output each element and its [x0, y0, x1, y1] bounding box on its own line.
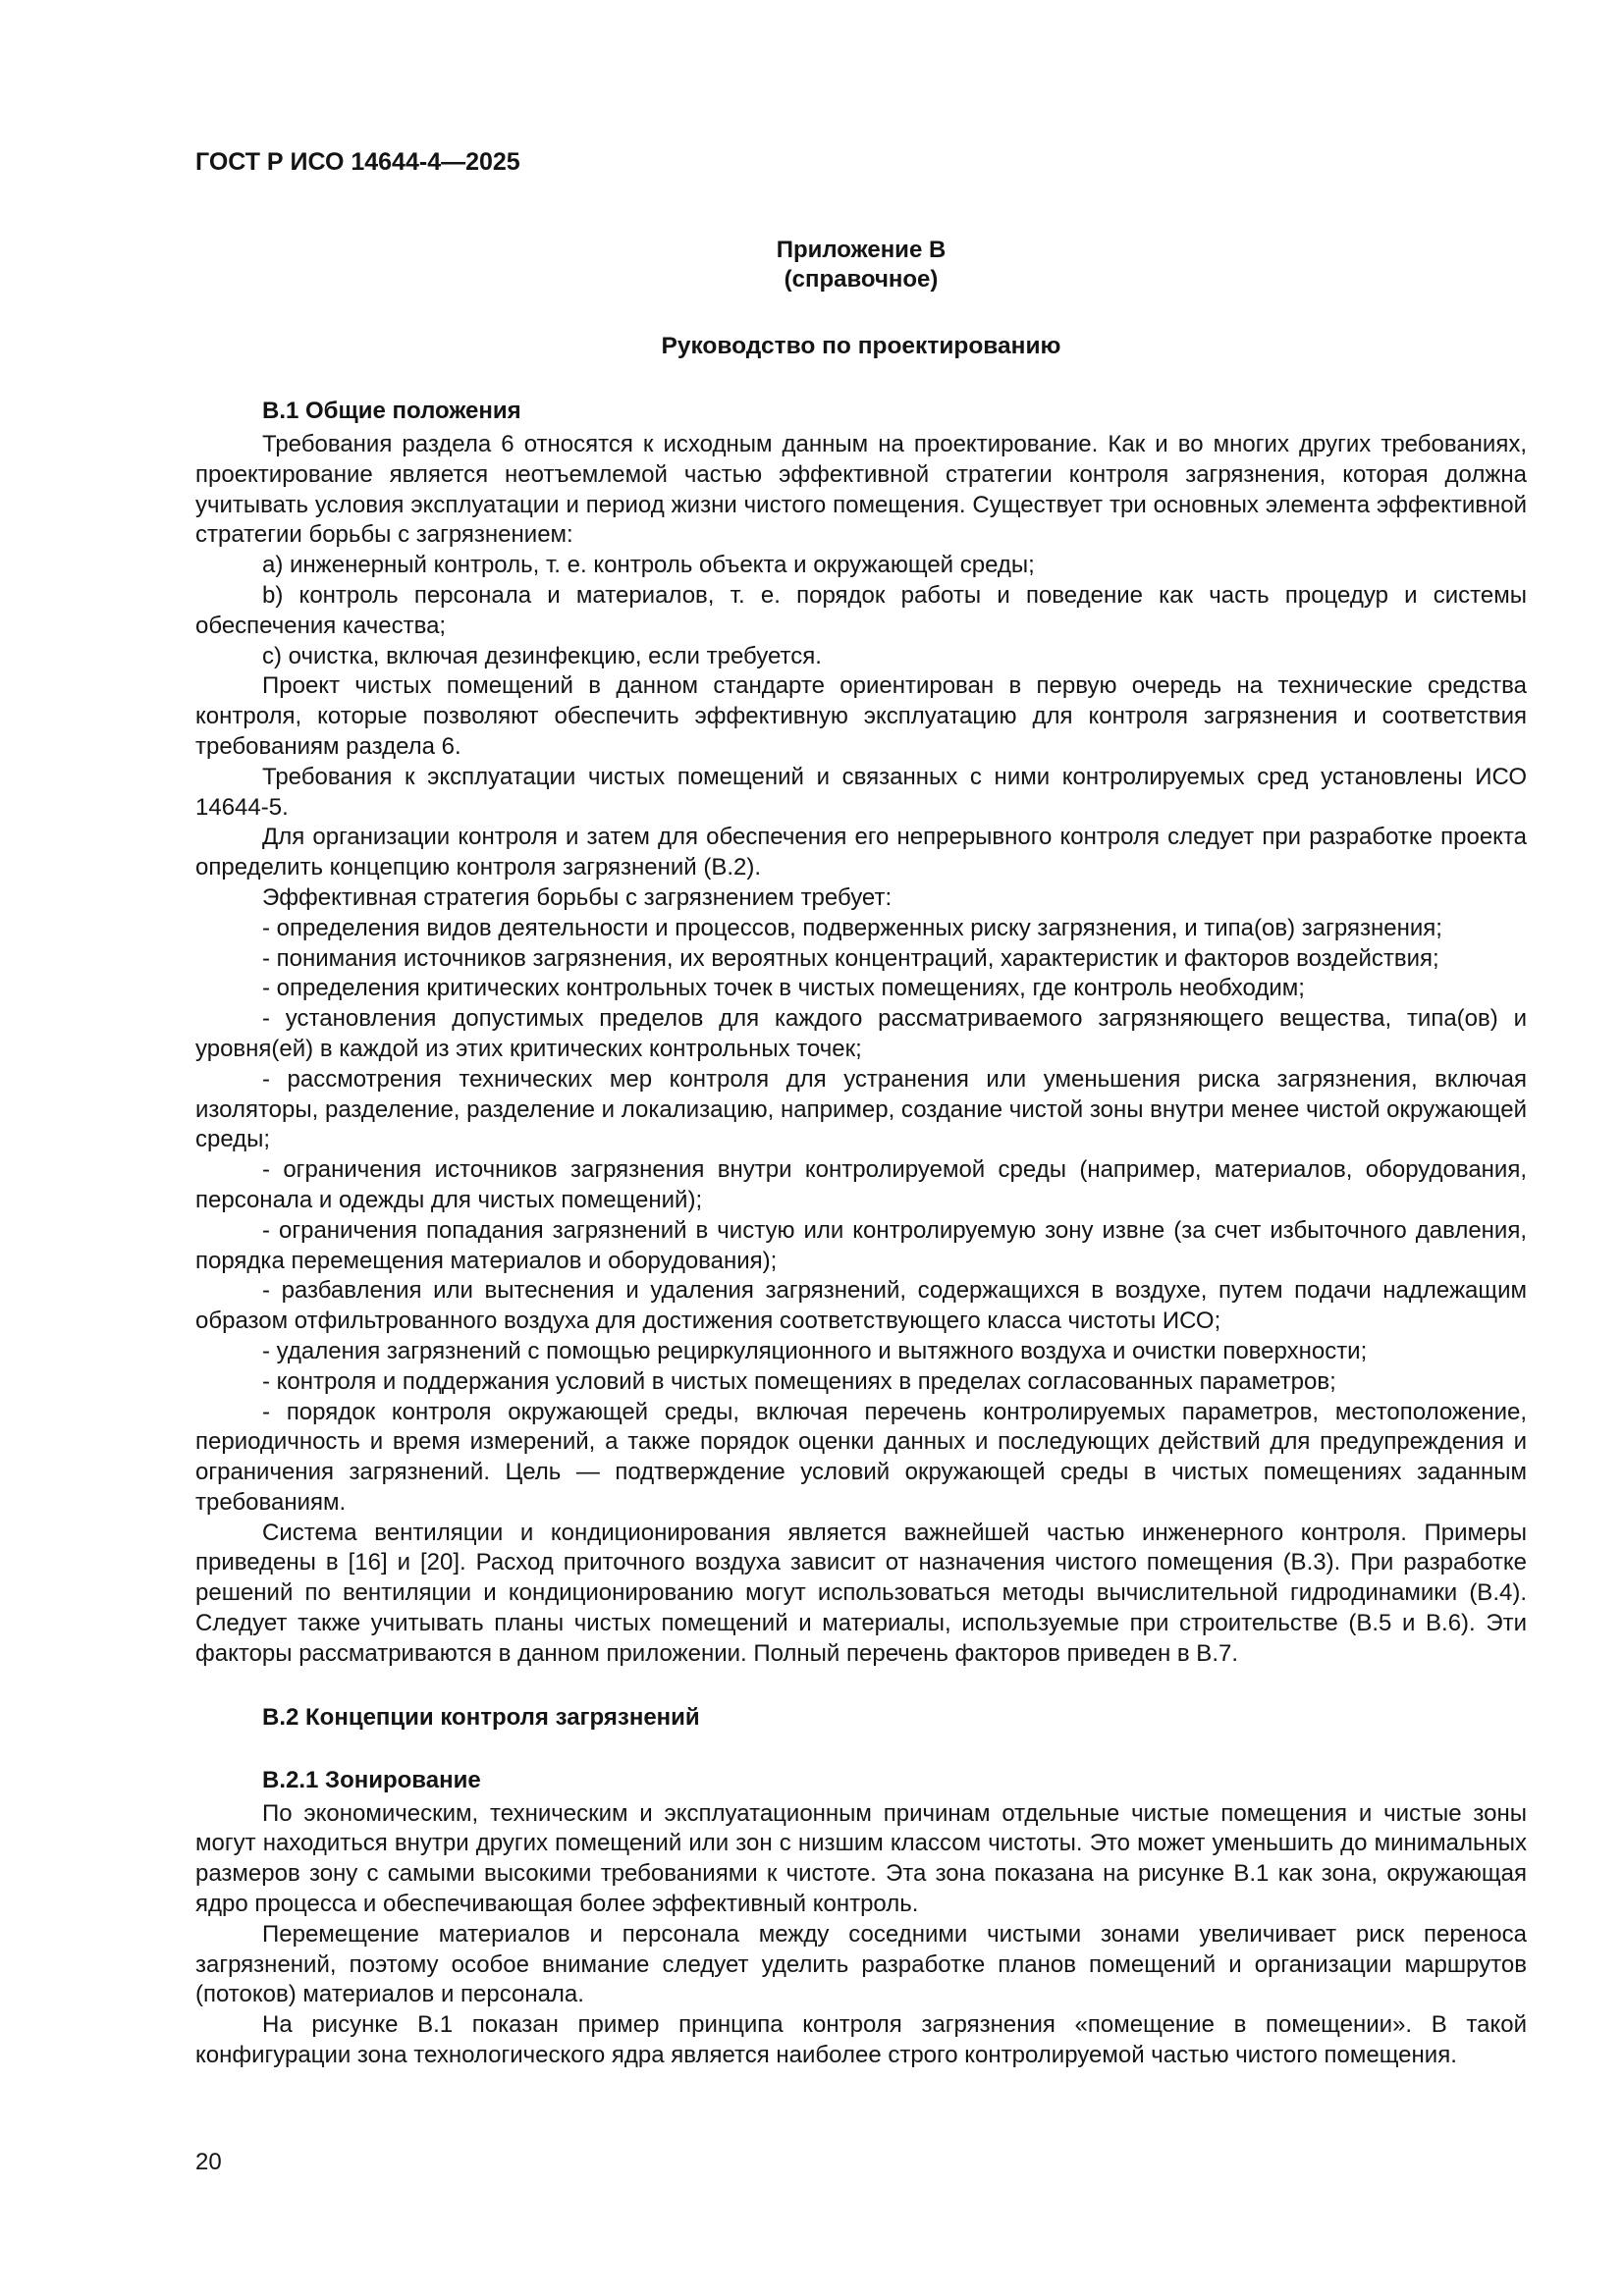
- list-item: - определения критических контрольных точек в чистых помещениях, где контроль необходим;: [262, 975, 1305, 1002]
- annex-title: Руководство по проектированию: [661, 333, 1061, 359]
- list-item: - понимания источников загрязнения, их вероятных концентраций, характеристик и факторов воздействия;: [262, 944, 1439, 972]
- section-b21-body: [195, 1799, 1527, 2071]
- list-item: - контроля и поддержания условий в чистых помещениях в пределах согласованных параметров;: [262, 1367, 1336, 1395]
- section-b21-heading: В.2.1 Зонирование: [262, 1766, 481, 1793]
- document-page: [195, 147, 1527, 2071]
- list-item: b) контроль персонала и материалов, т. е. порядок работы и поведение как часть процедур и системы обеспечения качества;: [195, 581, 1527, 639]
- list-item: - ограничения попадания загрязнений в чистую или контролируемую зону извне (за счет избыточного давления, порядка перемещения материалов и оборудования);: [195, 1216, 1527, 1274]
- list-item: с) очистка, включая дезинфекцию, если требуется.: [262, 642, 822, 669]
- section-b2-heading: В.2 Концепции контроля загрязнений: [262, 1703, 700, 1731]
- paragraph: Эффективная стратегия борьбы с загрязнением требует:: [262, 883, 893, 911]
- list-item: - порядок контроля окружающей среды, включая перечень контролируемых параметров, местоположение, периодичность и время измерений, а также порядок оценки данных и последующих действий для предупреждения и ограничения загрязнений. Цель — подтверждение условий окружающей среды в чистых помещениях заданным требованиям.: [195, 1398, 1527, 1516]
- paragraph: Система вентиляции и кондиционирования является важнейшей частью инженерного контроля. Примеры приведены в [16] и [20]. Расход приточного воздуха зависит от назначения чистого помещения (В.3). При разработке решений по вентиляции и кондиционированию могут использоваться методы вычислительной гидродинамики (В.4). Следует также учитывать планы чистых помещений и материалы, используемые при строительстве (В.5 и В.6). Эти факторы рассматриваются в данном приложении. Полный перечень факторов приведен в В.7.: [195, 1519, 1527, 1667]
- standard-designation: ГОСТ Р ИСО 14644-4—2025: [195, 148, 520, 176]
- annex-label: Приложение В: [776, 237, 947, 263]
- list-item: - рассмотрения технических мер контроля для устранения или уменьшения риска загрязнения, включая изоляторы, разделение, разделение и локализацию, например, создание чистой зоны внутри менее чистой окружающей среды;: [195, 1065, 1527, 1153]
- list-item: - разбавления или вытеснения и удаления загрязнений, содержащихся в воздухе, путем подачи надлежащим образом отфильтрованного воздуха для достижения соответствующего класса чистоты ИСО;: [195, 1277, 1527, 1335]
- paragraph: На рисунке В.1 показан пример принципа контроля загрязнения «помещение в помещении». В такой конфигурации зона технологического ядра является наиболее строго контролируемой частью чистого помещения.: [195, 2011, 1527, 2069]
- page-number: 20: [195, 2149, 222, 2175]
- paragraph: Требования к эксплуатации чистых помещений и связанных с ними контролируемых сред установлены ИСО 14644-5.: [195, 763, 1527, 821]
- list-item: - установления допустимых пределов для каждого рассматриваемого загрязняющего вещества, типа(ов) и уровня(ей) в каждой из этих критических контрольных точек;: [195, 1005, 1527, 1062]
- paragraph: Проект чистых помещений в данном стандарте ориентирован в первую очередь на технические средства контроля, которые позволяют обеспечить эффективную эксплуатацию для контроля загрязнения и соответствия требованиям раздела 6.: [195, 672, 1527, 760]
- paragraph: Перемещение материалов и персонала между соседними чистыми зонами увеличивает риск переноса загрязнений, поэтому особое внимание следует уделить разработке планов помещений и организации маршрутов (потоков) материалов и персонала.: [195, 1920, 1527, 2008]
- list-item: a) инженерный контроль, т. е. контроль объекта и окружающей среды;: [262, 552, 1035, 579]
- list-item: - ограничения источников загрязнения внутри контролируемой среды (например, материалов, оборудования, персонала и одежды для чистых помещений);: [195, 1156, 1527, 1213]
- list-item: - удаления загрязнений с помощью рециркуляционного и вытяжного воздуха и очистки поверхности;: [262, 1337, 1368, 1364]
- paragraph: Для организации контроля и затем для обеспечения его непрерывного контроля следует при разработке проекта определить концепцию контроля загрязнений (В.2).: [195, 824, 1527, 881]
- paragraph: По экономическим, техническим и эксплуатационным причинам отдельные чистые помещения и чистые зоны могут находиться внутри других помещений или зон с низшим классом чистоты. Это может уменьшить до минимальных размеров зону с самыми высокими требованиями к чистоте. Эта зона показана на рисунке В.1 как зона, окружающая ядро процесса и обеспечивающая более эффективный контроль.: [195, 1799, 1527, 1918]
- section-b1-heading: В.1 Общие положения: [262, 398, 521, 424]
- list-item: - определения видов деятельности и процессов, подверженных риску загрязнения, и типа(ов) загрязнения;: [262, 914, 1442, 941]
- paragraph: Требования раздела 6 относятся к исходным данным на проектирование. Как и во многих других требованиях, проектирование является неотъемлемой частью эффективной стратегии контроля загрязнения, которая должна учитывать условия эксплуатации и период жизни чистого помещения. Существует три основных элемента эффективной стратегии борьбы с загрязнением:: [195, 431, 1527, 549]
- annex-status: (справочное): [784, 266, 939, 293]
- section-b1-body: [195, 430, 1527, 1670]
